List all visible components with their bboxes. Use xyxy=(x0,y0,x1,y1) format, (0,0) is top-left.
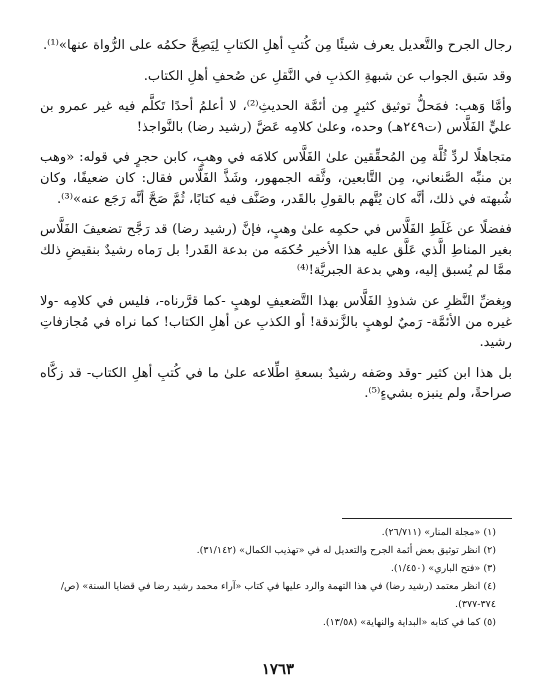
footnote-separator xyxy=(342,518,512,519)
paragraph-5: ففضلًا عن غَلَطِ الفَلَّاس في حكمِه علىٰ وهبٍ، فإنَّ (رشيد رضا) قد رَجَّح تضعيفَ الفَلَّاس بغير المناطِ الَّذي عَلَّق عليه هذا الأخير حُكمَه من بدعة القَدر! بل رَماه رشيدٌ بنقيضِ ذلك ممَّا لم يُسبق إليه، وهي بدعة الجبريَّة!⁽⁴⁾ xyxy=(40,222,512,279)
paragraph-6: وبِغضِّ النَّظرِ عن شذوذِ الفَلَّاس بهذا التَّضعيفِ لوهبٍ -كما قرَّرناه-، فليس في كلامِه -ولا غيره من الأئمَّة- رَميٌ لوهبٍ بالزَّندقة! أو الكذبِ عن أهلِ الكتاب! كما نراه في مُجازفاتِ رشيد. xyxy=(40,293,512,351)
footnote-4: (٤) انظر معتمد (رشيد رضا) في هذا التهمة والرد عليها في كتاب «آراء محمد رشيد رضا في قضايا السنة» (ص/٣٧٤-٣٧٧). xyxy=(60,581,496,610)
footnotes xyxy=(44,524,496,632)
paragraph-2: وقد سَبق الجواب عن شبهةِ الكذبِ في النَّقلِ عن صُحفِ أهلِ الكتاب. xyxy=(143,68,512,84)
paragraph-1: رجال الجرح والتَّعديل يعرف شيئًا مِن كُتبِ أهلِ الكتابِ لِيَصِحَّ حكمُه على الرُّواة عنها»⁽¹⁾. xyxy=(42,38,512,53)
paragraph-3: وأمَّا وَهب: فمَحلُّ توثيق كثيرٍ مِن أئمَّة الحديثِ⁽²⁾، لا أعلمُ أحدًا تَكلَّم فيه غير عمرو بن عليٍّ الفَلَّاس (ت٢٤٩هـ) وحده، وعلىٰ كلامِه عَضَّ (رشيد رضا) بالنَّواجذ! xyxy=(40,99,512,135)
footnote-3: (٣) «فتح الباري» (١/٤٥٠). xyxy=(390,563,496,574)
footnote-1: (١) «مجلة المنار» (٢٦/٧١١). xyxy=(381,527,496,538)
paragraph-7: بل هذا ابن كثير -وقد وصَفه رشيدٌ بسعةِ اطِّلاعه علىٰ ما في كُتبِ أهلِ الكتاب- قد زكَّاه صراحةً، ولم ينبزه بشيءٍ⁽⁵⁾. xyxy=(40,365,512,402)
footnote-5: (٥) كما في كتابه «البداية والنهاية» (١٣/٥٨). xyxy=(322,617,496,628)
paragraph-4: متجاهلًا لردِّ ثُلَّة مِن المُحقِّقين علىٰ الفَلَّاس كلامَه في وهبٍ، كابن حجرٍ في قوله: «وهب بن منبِّه الصَّنعاني، مِن التَّابعين، وثَّقه الجمهور، وشَذَّ الفَلَّاس فقال: كان ضعيفًا، وكان شُبهته في ذلك، أنَّه كان يُتَّهم بالقولِ بالقَدر، وصَنَّف فيه كتابًا، ثُمَّ صَحَّ أنَّه رَجَع عنه»⁽³⁾. xyxy=(40,150,512,207)
main-text xyxy=(40,36,512,405)
page-number: ١٧٦٣ xyxy=(261,660,295,678)
footnote-2: (٢) انظر توثيق بعض أئمة الجرح والتعديل له في «تهذيب الكمال» (٣١/١٤٢). xyxy=(196,545,496,556)
